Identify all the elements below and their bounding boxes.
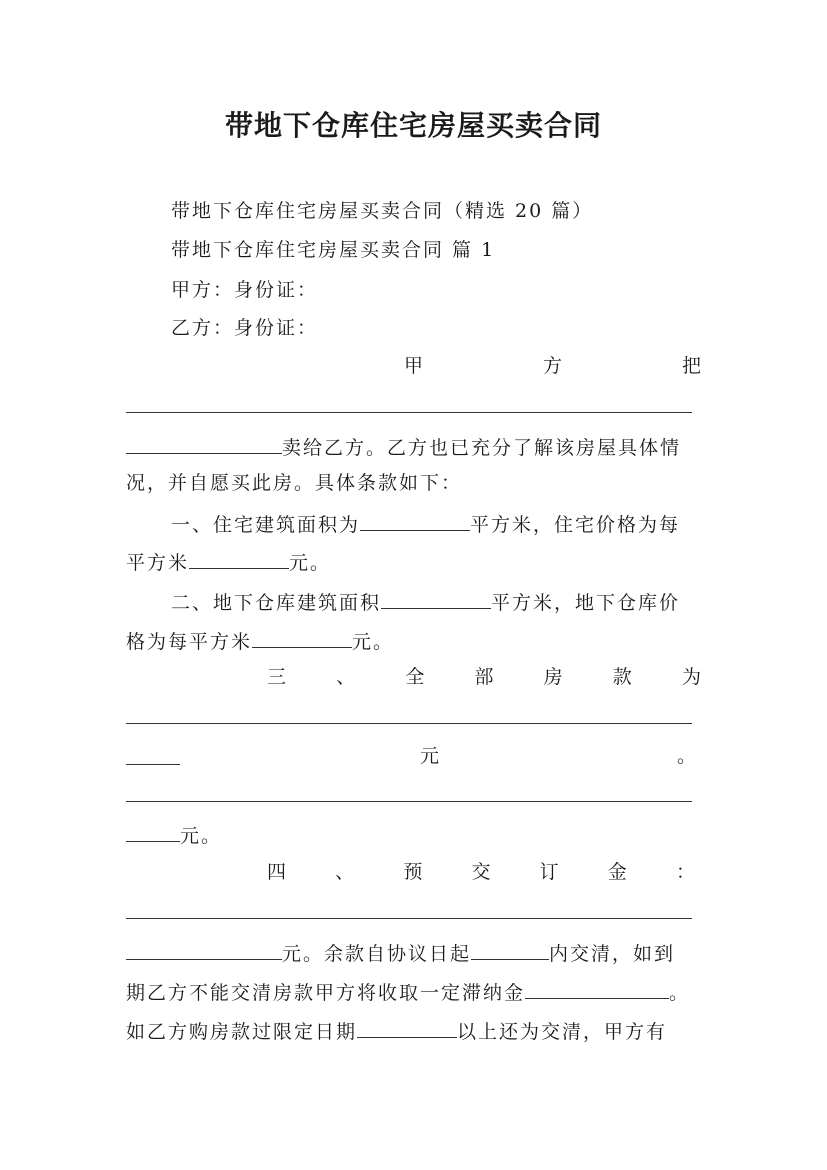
clause0-end: 况，并自愿买此房。具体条款如下： [126, 472, 463, 494]
clause-text: 以上还为交清，甲方有 [457, 1021, 668, 1043]
clause-text: 如乙方购房款过限定日期 [126, 1021, 358, 1043]
clause-text: 元 [420, 745, 442, 767]
spread-char: 交 [471, 861, 491, 883]
clause-text: 卖给乙方。乙方也已充分了解该房屋具体情 [282, 437, 682, 459]
clause-text: 。 [677, 745, 699, 767]
clause-text: 内交清，如到 [549, 943, 676, 965]
fill-blank [381, 588, 491, 609]
fill-blank [126, 939, 282, 960]
fill-blank [126, 744, 180, 765]
fill-blank [357, 1017, 457, 1038]
spread-char: ： [675, 861, 695, 883]
document-title: 带地下仓库住宅房屋买卖合同 [224, 109, 602, 142]
clause4-line2 [126, 978, 716, 1005]
party-b-line: 乙方：身份证： [171, 317, 319, 339]
clause4-line1 [126, 939, 701, 966]
fill-blank [360, 510, 470, 531]
spread-char: 把 [681, 355, 701, 377]
clause-text: 。 [669, 982, 691, 1004]
clause2-line2 [126, 627, 701, 654]
clause-text: 平方米，住宅价格为每 [470, 514, 681, 536]
spread-char: 金 [607, 861, 627, 883]
blank-rule [126, 801, 692, 802]
fill-blank [126, 433, 282, 454]
fill-blank [252, 627, 352, 648]
clause-text: 元。 [180, 825, 223, 847]
clause-text: 元。 [289, 552, 332, 574]
clause3-yuan-line [126, 744, 701, 768]
clause3-end [126, 821, 701, 848]
clause-text: 一、住宅建筑面积为 [171, 514, 361, 536]
fill-blank [126, 821, 180, 842]
clause0-continuation [126, 433, 701, 460]
blank-rule [126, 723, 692, 724]
spread-char: 部 [474, 666, 494, 688]
clause-text: 平方米 [126, 552, 190, 574]
fill-blank [525, 978, 669, 999]
blank-rule [126, 918, 692, 919]
clause2-line1 [171, 588, 701, 615]
section-heading: 带地下仓库住宅房屋买卖合同 篇 1 [171, 239, 496, 261]
clause-text: 元。余款自协议日起 [282, 943, 472, 965]
clause-text: 期乙方不能交清房款甲方将收取一定滞纳金 [126, 982, 526, 1004]
clause1-line1 [171, 510, 701, 537]
clause4-spread-line [267, 860, 695, 884]
spread-char: 、 [336, 666, 356, 688]
spread-char: 为 [681, 666, 701, 688]
document-subtitle: 带地下仓库住宅房屋买卖合同（精选 20 篇） [171, 200, 594, 222]
spread-char: 订 [539, 861, 559, 883]
spread-char: 、 [335, 861, 355, 883]
clause0-spread-line [404, 354, 701, 378]
clause-text: 格为每平方米 [126, 631, 253, 653]
spread-char: 款 [612, 666, 632, 688]
spread-char: 全 [405, 666, 425, 688]
clause3-spread-line [267, 665, 701, 689]
fill-blank [189, 548, 289, 569]
party-a-line: 甲方：身份证： [171, 279, 319, 301]
clause4-line3 [126, 1017, 701, 1044]
spread-char: 方 [542, 355, 562, 377]
spread-char: 甲 [404, 355, 424, 377]
clause1-line2 [126, 548, 701, 575]
fill-blank [471, 939, 549, 960]
spread-char: 房 [543, 666, 563, 688]
spread-char: 四 [267, 861, 287, 883]
spread-char: 预 [403, 861, 423, 883]
blank-rule [126, 412, 692, 413]
clause-text: 二、地下仓库建筑面积 [171, 592, 382, 614]
clause-text: 元。 [352, 631, 395, 653]
clause-text: 平方米，地下仓库价 [491, 592, 681, 614]
spread-char: 三 [267, 666, 287, 688]
